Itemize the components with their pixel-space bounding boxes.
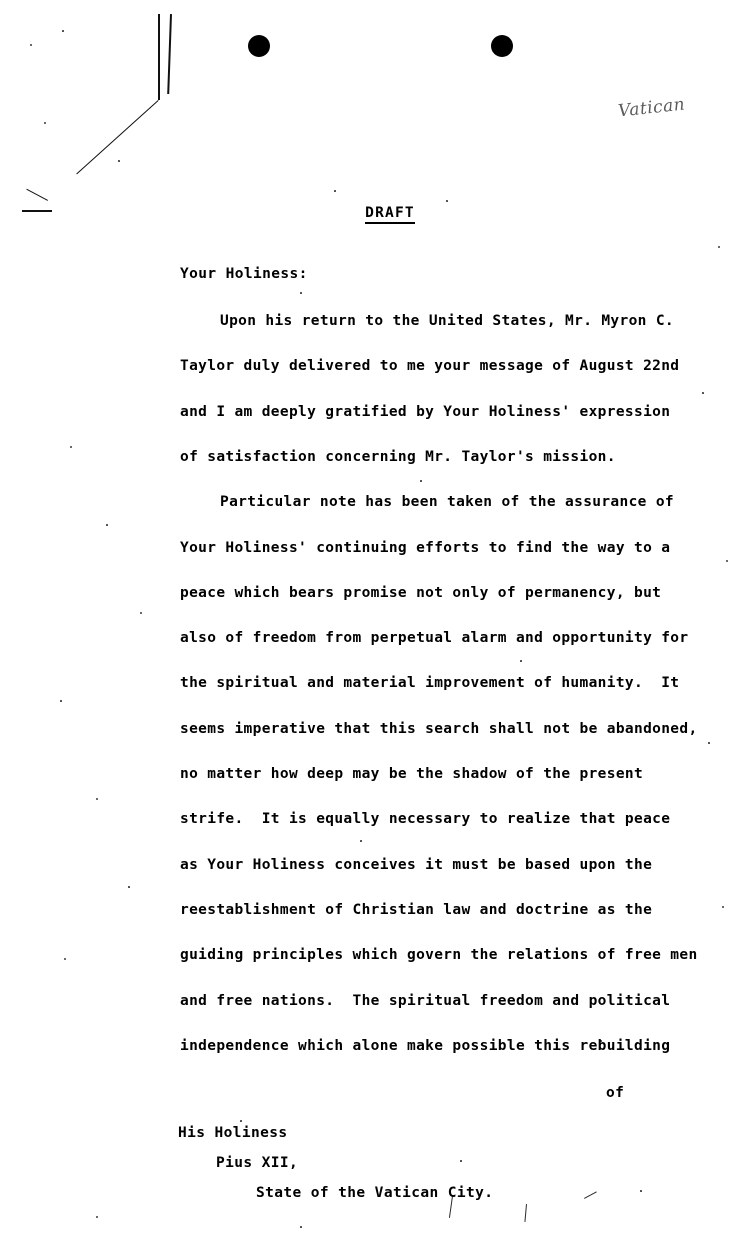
body-text-line: reestablishment of Christian law and doctrine as the	[180, 901, 653, 918]
body-text-line: of satisfaction concerning Mr. Taylor's mission.	[180, 448, 616, 465]
body-text-line: Upon his return to the United States, Mr. Myron C.	[220, 313, 674, 329]
addressee-line-name: Pius XII,	[216, 1155, 299, 1171]
scan-speck	[420, 480, 422, 482]
punch-hole-mark	[491, 35, 513, 57]
punch-hole-mark	[248, 35, 270, 57]
scan-speck	[62, 30, 64, 32]
scan-speck	[30, 44, 32, 46]
scan-speck	[106, 524, 108, 526]
body-text-line: guiding principles which govern the relations of free men	[180, 947, 698, 964]
body-text-line: Your Holiness' continuing efforts to find the way to a	[180, 539, 671, 556]
addressee-line-title: His Holiness	[178, 1125, 288, 1141]
scan-speck	[240, 1120, 242, 1122]
page-crease-line	[26, 189, 48, 201]
scan-speck	[460, 1160, 462, 1162]
scan-speck	[44, 122, 46, 124]
scan-speck	[726, 560, 728, 562]
scan-speck	[334, 190, 336, 192]
body-text-line: and free nations. The spiritual freedom and political	[180, 992, 671, 1009]
handwritten-annotation-vatican: Vatican	[617, 94, 687, 122]
addressee-line-place: State of the Vatican City.	[256, 1185, 494, 1201]
body-text-line: Taylor duly delivered to me your message of August 22nd	[180, 358, 680, 375]
scan-speck	[96, 798, 98, 800]
body-text-line: the spiritual and material improvement of humanity. It	[180, 675, 680, 692]
scan-speck	[722, 906, 724, 908]
scan-speck	[60, 700, 62, 702]
scan-speck	[708, 742, 710, 744]
scan-speck	[702, 392, 704, 394]
page-title-text: DRAFT	[365, 205, 415, 224]
catchword-of: of	[606, 1085, 625, 1101]
pen-stroke-mark	[524, 1204, 527, 1222]
pen-stroke-mark	[584, 1191, 597, 1199]
scan-speck	[118, 160, 120, 162]
scan-speck	[64, 958, 66, 960]
scan-speck	[360, 840, 362, 842]
scan-speck	[96, 1216, 98, 1218]
scan-speck	[520, 660, 522, 662]
body-text-line: as Your Holiness conceives it must be based upon the	[180, 856, 653, 873]
body-text-line: also of freedom from perpetual alarm and opportunity for	[180, 630, 689, 647]
body-text-line: seems imperative that this search shall not be abandoned,	[180, 720, 698, 737]
scan-speck	[128, 886, 130, 888]
scan-speck	[140, 612, 142, 614]
page-crease-line	[22, 210, 52, 212]
scan-speck	[70, 446, 72, 448]
body-text-line: and I am deeply gratified by Your Holiness' expression	[180, 403, 671, 420]
body-text-line: no matter how deep may be the shadow of the present	[180, 766, 644, 782]
page-crease-line	[167, 14, 171, 94]
body-text-line: independence which alone make possible this rebuilding	[180, 1037, 671, 1054]
page-title-draft	[183, 205, 597, 221]
page-crease-line	[76, 100, 159, 175]
scan-speck	[446, 200, 448, 202]
page-crease-line	[158, 14, 160, 100]
body-text-line: peace which bears promise not only of permanency, but	[180, 584, 662, 601]
scan-speck	[300, 1226, 302, 1228]
scan-speck	[640, 1190, 642, 1192]
salutation-line: Your Holiness:	[180, 266, 308, 282]
body-text-line: Particular note has been taken of the assurance of	[220, 494, 674, 511]
body-text-line: strife. It is equally necessary to realize that peace	[180, 811, 671, 828]
scan-speck	[718, 246, 720, 248]
scan-speck	[300, 292, 302, 294]
